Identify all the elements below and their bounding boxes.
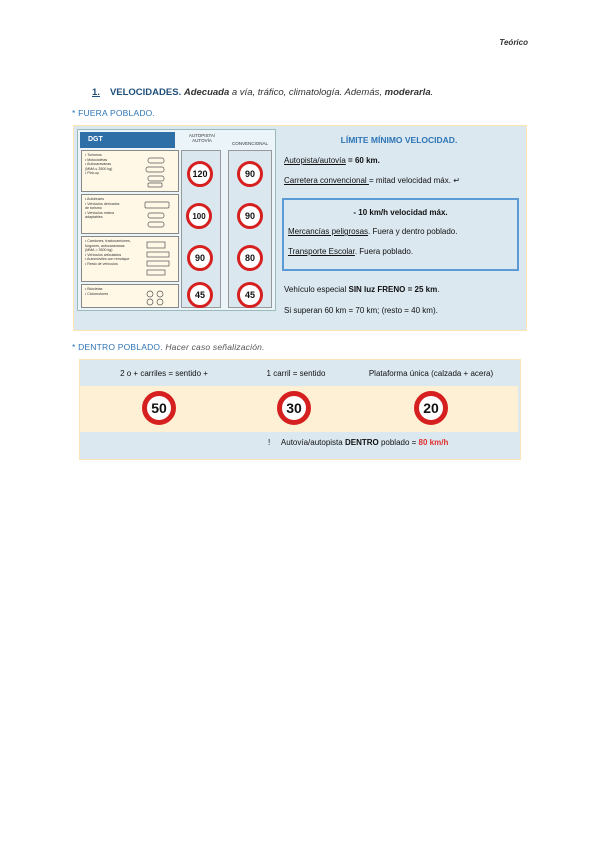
autopista-value: = 60 km. — [345, 156, 380, 165]
row-line: • Vehículos derivados — [85, 201, 120, 206]
fuera-poblado-heading: * FUERA POBLADO. — [72, 108, 156, 118]
speed-sign-20: 20 — [414, 391, 448, 425]
speed-sign-120: 120 — [187, 161, 213, 187]
row-line: • Bicicletas — [85, 287, 103, 291]
page-header-label: Teórico — [499, 38, 528, 47]
bike-icons — [144, 288, 172, 306]
note-d: 80 km/h — [418, 438, 449, 447]
note-b: DENTRO — [344, 438, 379, 447]
moderarla-text: moderarla — [384, 87, 431, 98]
dentro-poblado-heading — [72, 342, 265, 352]
bus-icons — [142, 199, 174, 231]
truck-icons — [144, 240, 176, 280]
speed-sign-90-b: 90 — [237, 203, 263, 229]
speed-sign-30: 30 — [277, 391, 311, 425]
return-arrow-icon: ↵ — [453, 176, 460, 185]
autovia-dentro-note — [268, 438, 448, 447]
carretera-label: Carretera convencional — [284, 176, 369, 185]
row-line: • Vehículos articulados — [85, 252, 122, 257]
row-line: • Motocicletas — [85, 157, 108, 162]
section-velocidades — [92, 87, 433, 98]
vehiculo-especial-line — [284, 285, 439, 294]
section-number: 1. — [92, 87, 100, 98]
row-line: • Vehículos mixtos — [85, 210, 115, 215]
section-rest-text: a vía, tráfico, climatología. Además, — [229, 87, 385, 98]
col1-text: 2 o + carriles = sentido + — [120, 369, 208, 378]
minus-10-title: - 10 km/h velocidad máx. — [353, 208, 448, 217]
row-line: • Ciclomotores — [85, 291, 109, 296]
row-line: • Automóviles con remolque — [85, 257, 130, 262]
limite-minimo-title: LÍMITE MÍNIMO VELOCIDAD. — [340, 135, 458, 145]
row-line: adaptables — [85, 215, 103, 220]
speed-sign-90: 90 — [237, 161, 263, 187]
speed-sign-100: 100 — [186, 203, 212, 229]
row-line: (MMA > 3500 kg) — [85, 248, 113, 253]
note-c: poblado = — [378, 438, 419, 447]
vehicle-row-2-text — [82, 195, 134, 222]
transporte-line — [288, 247, 413, 256]
autopista-label: Autopista/autovía — [284, 156, 346, 165]
row-line: furgones, autocaravanas — [85, 243, 125, 248]
col-header-convencional: CONVENCIONAL — [231, 141, 268, 146]
section-title: VELOCIDADES — [109, 87, 179, 98]
vehicle-row-3 — [81, 236, 179, 282]
superan-line: Si superan 60 km = 70 km; (resto = 40 km). — [284, 306, 438, 315]
col-header-autopista: AUTOPISTA/ AUTOVÍA — [188, 133, 216, 143]
col2-text: 1 carril = sentido — [266, 369, 326, 378]
col-header-1carril — [248, 363, 344, 385]
section-title-dot: . — [178, 87, 182, 98]
mercancias-label: Mercancías peligrosas — [288, 227, 369, 236]
autopista-line — [284, 156, 380, 165]
section-end-dot: . — [430, 87, 434, 98]
mercancias-rest: . Fuera y dentro poblado. — [368, 227, 458, 236]
note-a: Autovía/autopista — [280, 438, 345, 447]
transporte-label: Transporte Escolar — [288, 247, 355, 256]
carretera-value: = mitad velocidad máx. — [368, 176, 451, 185]
warning-icon: ! — [268, 438, 271, 447]
speed-sign-45-b: 45 — [237, 282, 263, 308]
car-icons — [142, 155, 174, 189]
row-line: • Turismos — [85, 153, 102, 157]
speed-sign-90-c: 90 — [187, 245, 213, 271]
carretera-line — [284, 176, 460, 185]
col-header-2carriles — [80, 363, 248, 385]
transporte-rest: . Fuera poblado. — [354, 247, 414, 256]
vehicle-row-1 — [81, 150, 179, 192]
row-line: • Autocaravanas — [85, 162, 112, 167]
vehicle-row-3-text — [82, 237, 146, 269]
row-line: • Autobuses — [85, 197, 105, 201]
vehicle-row-2 — [81, 194, 179, 234]
adecuada-text: Adecuada — [183, 87, 230, 98]
speed-sign-50: 50 — [142, 391, 176, 425]
col-header-plataforma — [344, 363, 518, 385]
especial-b: SIN luz FRENO = 25 km — [348, 285, 438, 294]
row-line: • Pick-up — [85, 171, 100, 176]
vehicle-row-4 — [81, 284, 179, 308]
vehicle-row-1-text — [82, 151, 134, 178]
row-line: • Resto de vehículos — [85, 261, 118, 266]
dgt-logo: DGT — [80, 132, 175, 148]
row-line: (MMA ≤ 3500 kg) — [85, 166, 113, 171]
col3-text: Plataforma única (calzada + acera) — [368, 369, 494, 378]
row-line: • Camiones, tractocamiones, — [85, 239, 131, 243]
mercancias-line — [288, 227, 457, 236]
especial-c: . — [437, 285, 440, 294]
especial-a: Vehículo especial — [284, 285, 349, 294]
speed-sign-45: 45 — [187, 282, 213, 308]
dentro-heading-note: Hacer caso señalización. — [165, 342, 265, 352]
dentro-heading-text: * DENTRO POBLADO. — [72, 342, 163, 352]
row-line: de turismo — [85, 206, 102, 211]
vehicle-row-4-text — [82, 285, 134, 298]
speed-sign-80: 80 — [237, 245, 263, 271]
